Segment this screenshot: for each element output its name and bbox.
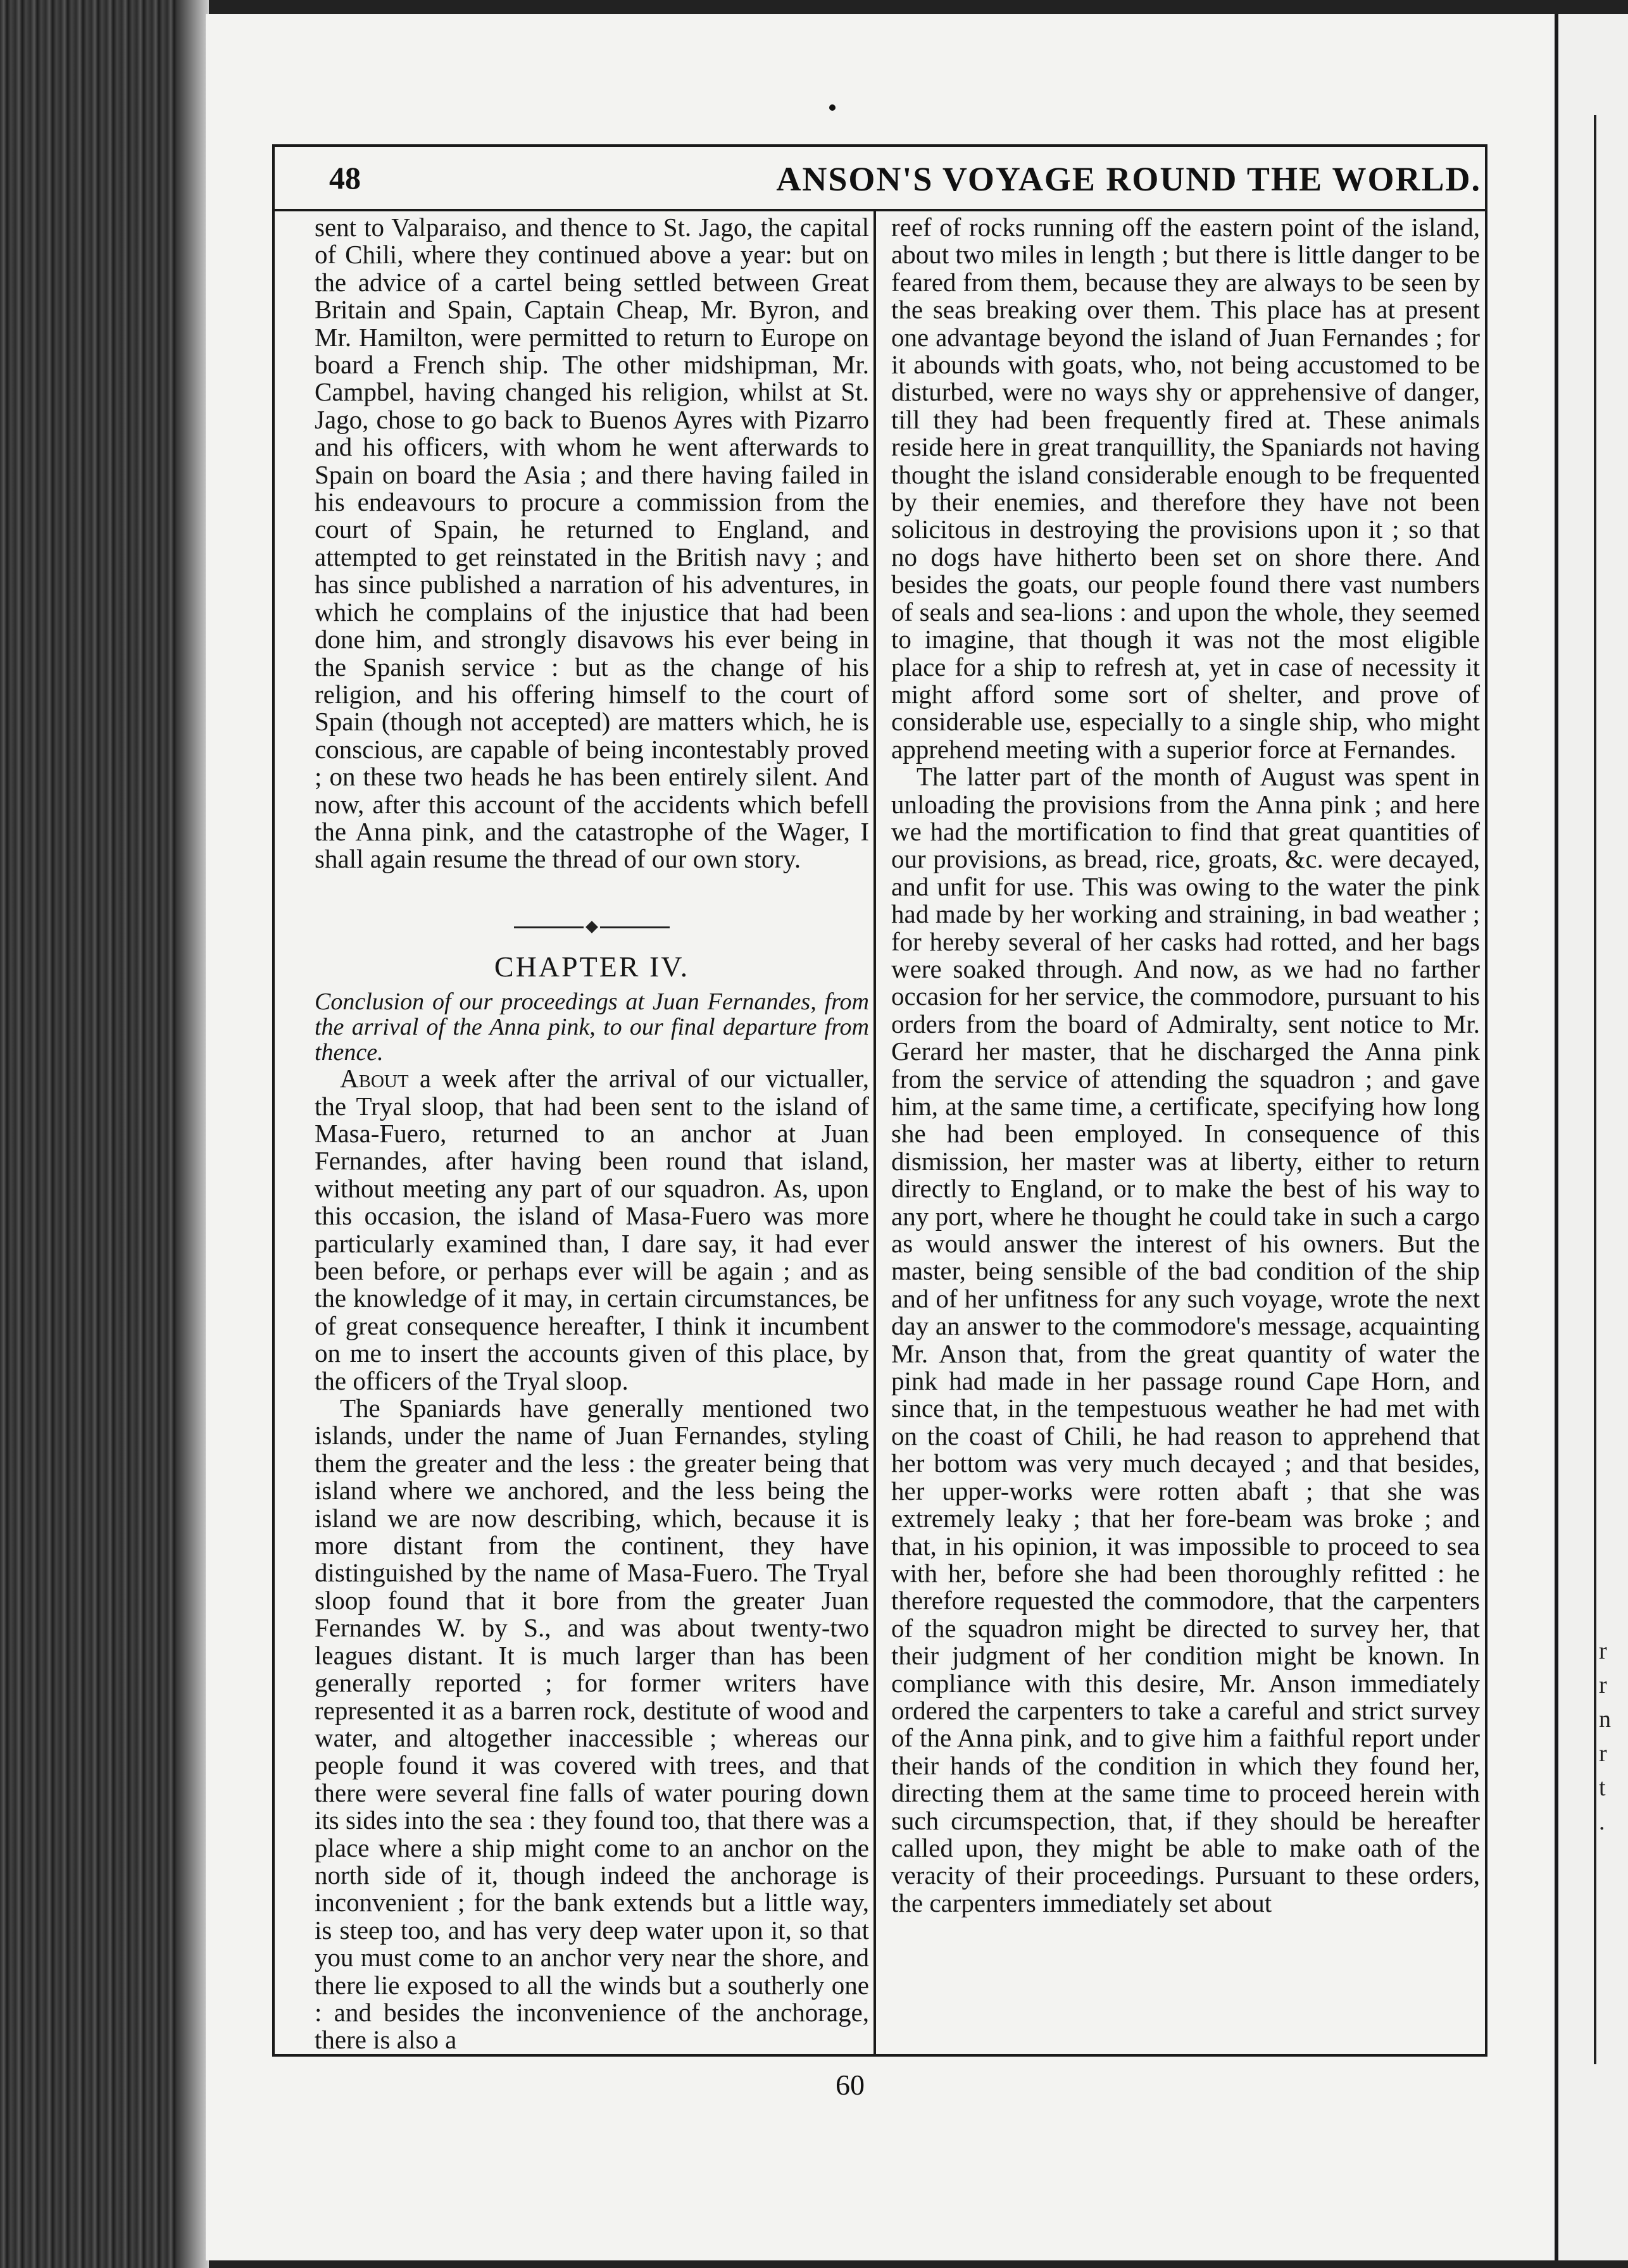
paragraph: reef of rocks running off the eastern point of the island, about two miles in length ; but there is little danger to be feared from them, because they are always to be seen by the seas breaking over them. This place has at present one advantage beyond the island of Juan Fernandes ; for it abounds with goats, who, not being accustomed to be disturbed, were no ways shy or apprehensive of danger, till they had been frequently fired at. These animals reside here in great tranquillity, the Spaniards not having thought the island considerable enough to be frequented by their enemies, and therefore they have not been solicitous in destroying the provisions upon it ; so that no dogs have hitherto been set on shore there. And besides the goats, our people found there vast numbers of seals and sea-lions : and upon the whole, they seemed to imagine, that though it was not the most eligible place for a ship to refresh at, yet in case of necessity it might afford some sort of shelter, and prove of considerable use, especially to a single ship, who might apprehend meeting with a superior force at Fernandes. <box>891 213 1480 764</box>
chapter-summary: Conclusion of our proceedings at Juan Fernandes, from the arrival of the Anna pink, to our final departure from thence. <box>315 988 869 1066</box>
right-column <box>891 214 1480 1917</box>
chapter-title: CHAPTER IV. <box>494 950 690 983</box>
page-number: 48 <box>329 160 361 196</box>
facing-page-rule <box>1594 115 1596 2064</box>
ink-speck <box>829 104 836 111</box>
facing-page-edge <box>1555 14 1628 2260</box>
paragraph: About a week after the arrival of our victualler, the Tryal sloop, that had been sent to the island of Masa-Fuero, returned to an anchor at Juan Fernandes, after having been round that island, without meeting any part of our squadron. As, upon this occasion, the island of Masa-Fuero was more particularly examined than, I dare say, it had ever been before, or perhaps ever will be again ; and as the knowledge of it may, in certain circumstances, be of great consequence hereafter, I think it incumbent on me to insert the accounts given of this place, by the officers of the Tryal sloop. <box>315 1064 869 1395</box>
book-spine <box>0 0 209 2268</box>
page-header <box>279 156 1481 206</box>
paragraph: The latter part of the month of August was spent in unloading the provisions from the Anna pink ; and here we had the mortification to find that great quantities of our provisions, as bread, rice, groats, &c. were decayed, and unfit for use. This was owing to the water the pink had made by her working and straining, in bad weather ; for hereby several of her casks had rotted, and her bags were soaked through. And now, as we had no farther occasion for her service, the commodore, pursuant to his orders from the board of Admiralty, sent notice to Mr. Gerard her master, that he discharged the Anna pink from the service of attending the squadron ; and gave him, at the same time, a certificate, specifying how long she had been employed. In consequence of this dismission, her master was at liberty, either to return directly to England, or to make the best of his way to any port, where he thought he could take in such a cargo as would answer the interest of his owners. But the master, being sensible of the bad condition of the ship and of her unfitness for any such voyage, wrote the next day an answer to the commodore's message, acquainting Mr. Anson that, from the great quantity of water the pink had made in her passage round Cape Horn, and since that, in the tempestuous weather he had met with on the coast of Chili, he had reason to apprehend that her bottom was very much decayed ; and that besides, her upper-works were rotten abaft ; that she was extremely leaky ; that her fore-beam was broke ; and that, in his opinion, it was impossible to proceed to sea with her, before she had been thoroughly refitted : he therefore requested the commodore, that the carpenters of the squadron might be directed to survey her, that their judgment of her condition might be known. In compliance with this desire, Mr. Anson immediately ordered the carpenters to take a careful and strict survey of the Anna pink, and to give him a faithful report under their hands of the condition in which they found her, directing them at the same time to proceed herein with such circumspection, that, if they should be hereafter called upon, they might be able to make oath of the veracity of their proceedings. Pursuant to these orders, the carpenters immediately set about <box>891 762 1480 1917</box>
column-divider <box>873 211 876 2057</box>
lead-word: About <box>340 1064 409 1094</box>
running-head: ANSON'S VOYAGE ROUND THE WORLD. <box>776 160 1481 198</box>
header-rule <box>272 209 1487 211</box>
left-column <box>315 214 869 2054</box>
section-ornament <box>315 911 869 921</box>
paragraph: The Spaniards have generally mentioned two islands, under the name of Juan Fernandes, styling them the greater and the less : the greater being that island where we anchored, and the less being the island we are now describing, which, because it is more distant from the continent, they have distinguished by the name of Masa-Fuero. The Tryal sloop found that it bore from the greater Juan Fernandes W. by S., and was about twenty-two leagues distant. It is much larger than has been generally reported ; for former writers have represented it as a barren rock, destitute of wood and water, and altogether inaccessible ; whereas our people found it was covered with trees, and that there were several fine falls of water pouring down its sides into the sea : they found too, that there was a place where a ship might come to an anchor on the north side of it, though indeed the anchorage is inconvenient ; for the bank extends but a little way, is steep too, and has very deep water upon it, so that you must come to an anchor very near the shore, and there lie exposed to all the winds but a southerly one : and besides the inconvenience of the anchorage, there is also a <box>315 1393 869 2055</box>
signature-number: 60 <box>836 2069 865 2101</box>
paragraph: sent to Valparaiso, and thence to St. Jago, the capital of Chili, where they continued above a year: but on the advice of a cartel being settled between Great Britain and Spain, Captain Cheap, Mr. Byron, and Mr. Hamilton, were permitted to return to Europe on board a French ship. The other midshipman, Mr. Campbel, having changed his religion, whilst at St. Jago, chose to go back to Buenos Ayres with Pizarro and his officers, with whom he went afterwards to Spain on board the Asia ; and there having failed in his endeavours to procure a commission from the court of Spain, he returned to England, and attempted to get reinstated in the British navy ; and has since published a narration of his adventures, in which he complains of the injustice that had been done him, and strongly disavows his ever being in the Spanish service : but as the change of his religion, and his offering himself to the court of Spain (though not accepted) are matters which, he is conscious, are capable of being incontestably proved ; on these two heads he has been entirely silent. And now, after this account of the accidents which befell the Anna pink, and the catastrophe of the Wager, I shall again resume the thread of our own story. <box>315 213 869 874</box>
facing-page-fragments: r r n r t . <box>1599 1638 1611 1835</box>
